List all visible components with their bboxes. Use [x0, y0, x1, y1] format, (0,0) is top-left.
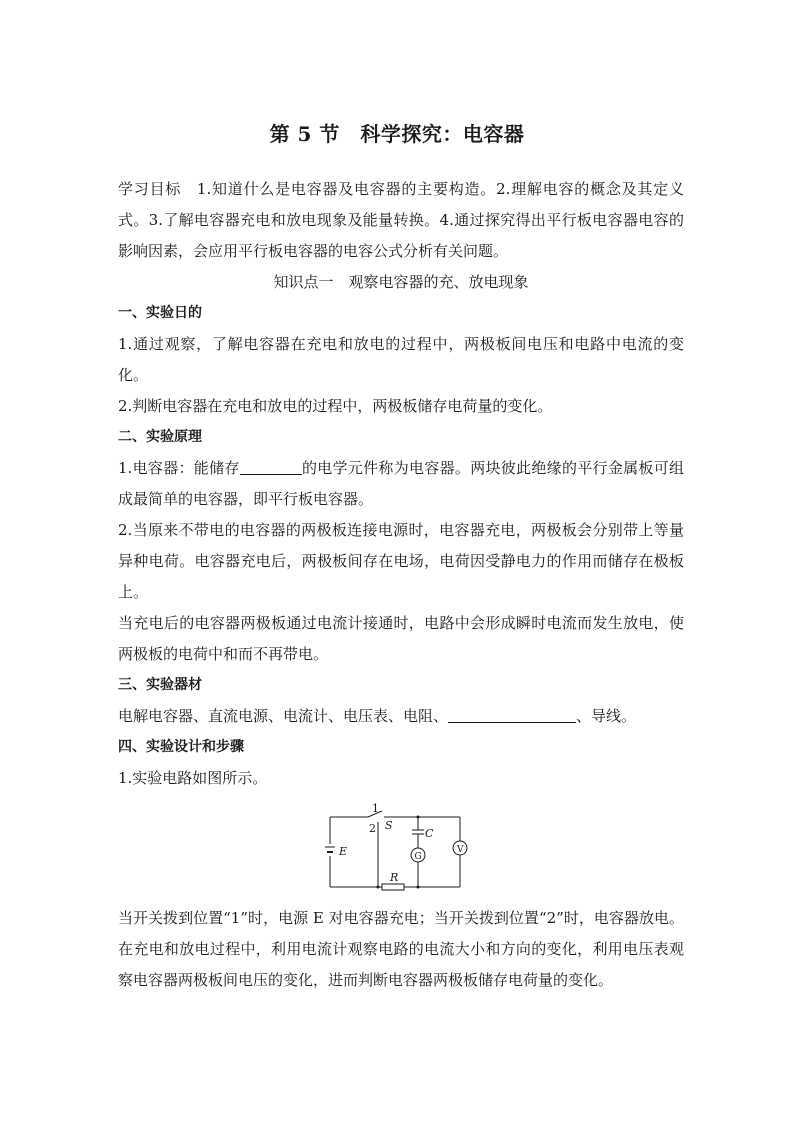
section-2-item-1-before: 1.电容器：能储存	[118, 459, 240, 477]
junction-dot	[417, 886, 420, 889]
section-2-item-1-after: 的电学元件称为电容器。两块彼此绝缘的平行金属板可组成最简单的电容器，即平行板电容器。	[118, 459, 685, 508]
section-1-heading: 一、实验日的	[118, 305, 202, 321]
equipment-before: 电解电容器、直流电源、电流计、电压表、电阻、	[118, 707, 449, 725]
galvanometer-label: G	[414, 852, 422, 862]
section-2-heading: 二、实验原理	[118, 429, 202, 445]
section-2-item-2: 2.当原来不带电的电容器的两极板连接电源时，电容器充电，两极板会分别带上等量异种电荷。电容器充电后，两极板间存在电场，电荷因受静电力的作用而储存在极板上。	[118, 521, 684, 601]
voltmeter-label: V	[457, 845, 464, 855]
section-1-item-2: 2.判断电容器在充电和放电的过程中，两极板储存电荷量的变化。	[118, 397, 553, 415]
equipment-after: 、导线。	[576, 707, 637, 725]
switch-label: S	[385, 819, 393, 832]
section-4-description: 当开关拨到位置“1”时，电源 E 对电容器充电；当开关拨到位置“2”时，电容器放电。在充电和放电过程中，利用电流计观察电路的电流大小和方向的变化，利用电压表观察电容器两极板间电压的变化，进而判断电容器两极板储存电荷量的变化。	[118, 909, 684, 989]
junction-dot	[377, 886, 380, 889]
switch-position-1-label: 1	[372, 802, 379, 815]
source-label: E	[339, 845, 348, 858]
section-1-item-1: 1.通过观察，了解电容器在充电和放电的过程中，两极板间电压和电路中电流的变化。	[118, 335, 684, 384]
resistor-label: R	[390, 871, 399, 884]
switch-position-2-label: 2	[369, 822, 376, 835]
section-2-item-3: 当充电后的电容器两极板通过电流计接通时，电路中会形成瞬时电流而发生放电，使两极板的电荷中和而不再带电。	[118, 614, 684, 663]
page-title: 第 5 节 科学探究：电容器	[269, 122, 525, 146]
section-4-heading: 四、实验设计和步骤	[118, 739, 244, 755]
junction-dot	[417, 816, 420, 819]
section-4-step-1: 1.实验电路如图所示。	[118, 769, 268, 787]
section-3-heading: 三、实验器材	[118, 677, 202, 693]
learning-objectives: 学习目标 1.知道什么是电容器及电容器的主要构造。2.理解电容的概念及其定义式。3.了解电容器充电和放电现象及能量转换。4.通过探究得出平行板电容器电容的影响因素，会应用平行板电容器的电容公式分析有关问题。	[118, 180, 684, 260]
section-2-item-1	[118, 453, 684, 515]
circuit-diagram	[320, 800, 480, 900]
resistor-symbol	[382, 884, 404, 890]
section-3-equipment	[118, 701, 684, 732]
knowledge-point-heading: 知识点一 观察电容器的充、放电现象	[273, 273, 529, 291]
fill-in-blank[interactable]	[240, 456, 302, 475]
fill-in-blank[interactable]	[448, 704, 576, 723]
capacitor-label: C	[425, 827, 434, 840]
